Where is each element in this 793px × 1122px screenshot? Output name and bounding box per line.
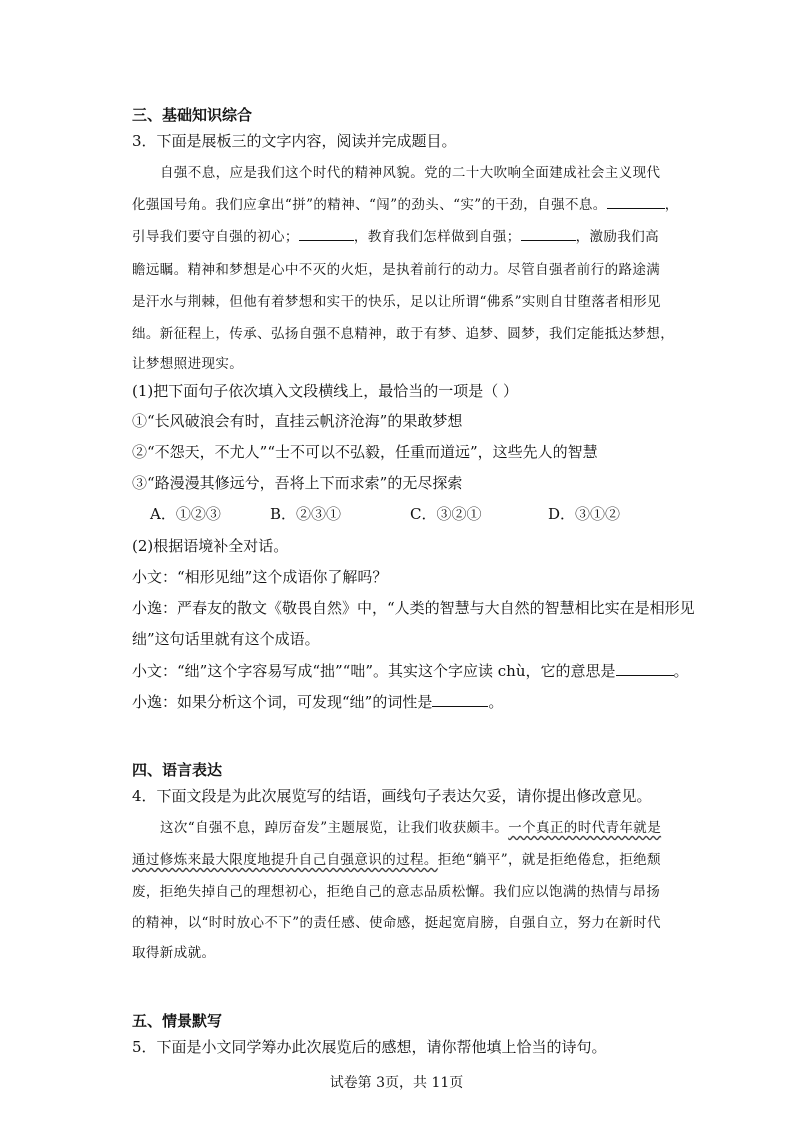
passage-3-line-3-part-c: ，激励我们高: [575, 229, 660, 245]
passage-3-line-6: 绌。新征程上，传承、弘扬自强不息精神，敢于有梦、追梦、圆梦，我们定能抵达梦想，: [132, 326, 675, 342]
passage-3-line-7: 让梦想照进现实。: [132, 356, 244, 372]
passage-4-line-4: 的精神，以“时时放心不下”的责任感、使命感，挺起宽肩膀，自强自立，努力在新时代: [132, 915, 661, 931]
sentence-item-3: ③“路漫漫其修远兮，吾将上下而求索”的无尽探索: [132, 474, 463, 492]
passage-4-line-1: [160, 816, 661, 836]
passage-3-line-3: [132, 225, 659, 245]
passage-4-line-2-text: 拒绝“躺平”，就是拒绝倦怠，拒绝颓: [437, 852, 661, 868]
option-c[interactable]: C．③②①: [410, 505, 482, 523]
passage-3-line-1: 自强不息，应是我们这个时代的精神风貌。党的二十大吹响全面建成社会主义现代: [160, 165, 661, 181]
underlined-sentence-part-1: 一个真正的时代青年就是: [508, 820, 662, 836]
answer-blank-1[interactable]: [607, 194, 665, 209]
answer-blank-3[interactable]: [521, 226, 576, 241]
answer-blank-part-of-speech[interactable]: [432, 692, 488, 707]
passage-3-line-2-comma: ，: [664, 197, 679, 213]
dialogue-line-3-end: 。: [673, 662, 689, 680]
sub-question-1: (1)把下面句子依次填入文段横线上，最恰当的一项是（ ）: [132, 382, 519, 400]
passage-3-line-3-part-a: 引导我们要守自强的初心；: [132, 229, 299, 245]
passage-3-line-2-text: 化强国号角。我们应拿出“拼”的精神、“闯”的劲头、“实”的干劲，自强不息。: [132, 197, 607, 213]
question-4-stem: 4．下面文段是为此次展览写的结语，画线句子表达欠妥，请你提出修改意见。: [132, 787, 652, 805]
dialogue-line-2: 小逸：严春友的散文《敬畏自然》中，“人类的智慧与大自然的智慧相比实在是相形见: [132, 599, 695, 617]
dialogue-line-4-text: 小逸：如果分析这个词，可发现“绌”的词性是: [132, 693, 433, 711]
passage-3-line-5: 是汗水与荆棘，但他有着梦想和实干的快乐，足以让所谓“佛系”实则自甘堕落者相形见: [132, 294, 661, 310]
question-5-stem: 5．下面是小文同学筹办此次展览后的感想，请你帮他填上恰当的诗句。: [132, 1038, 607, 1056]
dialogue-line-2-cont: 绌”这句话里就有这个成语。: [132, 630, 320, 648]
answer-blank-meaning[interactable]: [616, 661, 674, 676]
passage-4-line-5: 取得新成就。: [132, 945, 216, 961]
dialogue-line-3-text: 小文：“绌”这个字容易写成“拙”“咄”。其实这个字应读 chù，它的意思是: [132, 662, 616, 680]
sentence-item-1: ①“长风破浪会有时，直挂云帆济沧海”的果敢梦想: [132, 412, 463, 430]
answer-blank-2[interactable]: [299, 226, 354, 241]
passage-4-line-2: [132, 848, 661, 868]
passage-4-line-3: 废，拒绝失掉自己的理想初心，拒绝自己的意志品质松懈。我们应以饱满的热情与昂扬: [132, 884, 661, 900]
dialogue-line-4: [132, 691, 503, 712]
dialogue-line-3: [132, 660, 689, 681]
underlined-sentence-part-2: 通过修炼来最大限度地提升自己自强意识的过程。: [132, 852, 438, 868]
passage-3-line-4: 瞻远瞩。精神和梦想是心中不灭的火炬，是执着前行的动力。尽管自强者前行的路途满: [132, 262, 661, 278]
section-five-heading: 五、情景默写: [132, 1012, 223, 1030]
dialogue-line-1: 小文：“相形见绌”这个成语你了解吗？: [132, 568, 388, 586]
section-four-heading: 四、语言表达: [132, 761, 223, 779]
passage-3-line-2: [132, 193, 679, 213]
sub-question-2: (2)根据语境补全对话。: [132, 537, 289, 555]
question-3-stem: 3．下面是展板三的文字内容，阅读并完成题目。: [132, 132, 457, 150]
section-three-heading: 三、基础知识综合: [132, 106, 253, 124]
dialogue-line-4-end: 。: [488, 693, 504, 711]
page-footer: 试卷第 3页，共 11页: [329, 1075, 464, 1091]
passage-4-line-1-text: 这次“自强不息，踔厉奋发”主题展览，让我们收获颇丰。: [160, 820, 509, 836]
option-d[interactable]: D．③①②: [548, 505, 621, 523]
passage-3-line-3-part-b: ，教育我们怎样做到自强；: [353, 229, 521, 245]
option-b[interactable]: B．②③①: [270, 505, 342, 523]
option-a[interactable]: A．①②③: [150, 505, 221, 523]
sentence-item-2: ②“不怨天，不尤人”“士不可以不弘毅，任重而道远”，这些先人的智慧: [132, 443, 598, 461]
